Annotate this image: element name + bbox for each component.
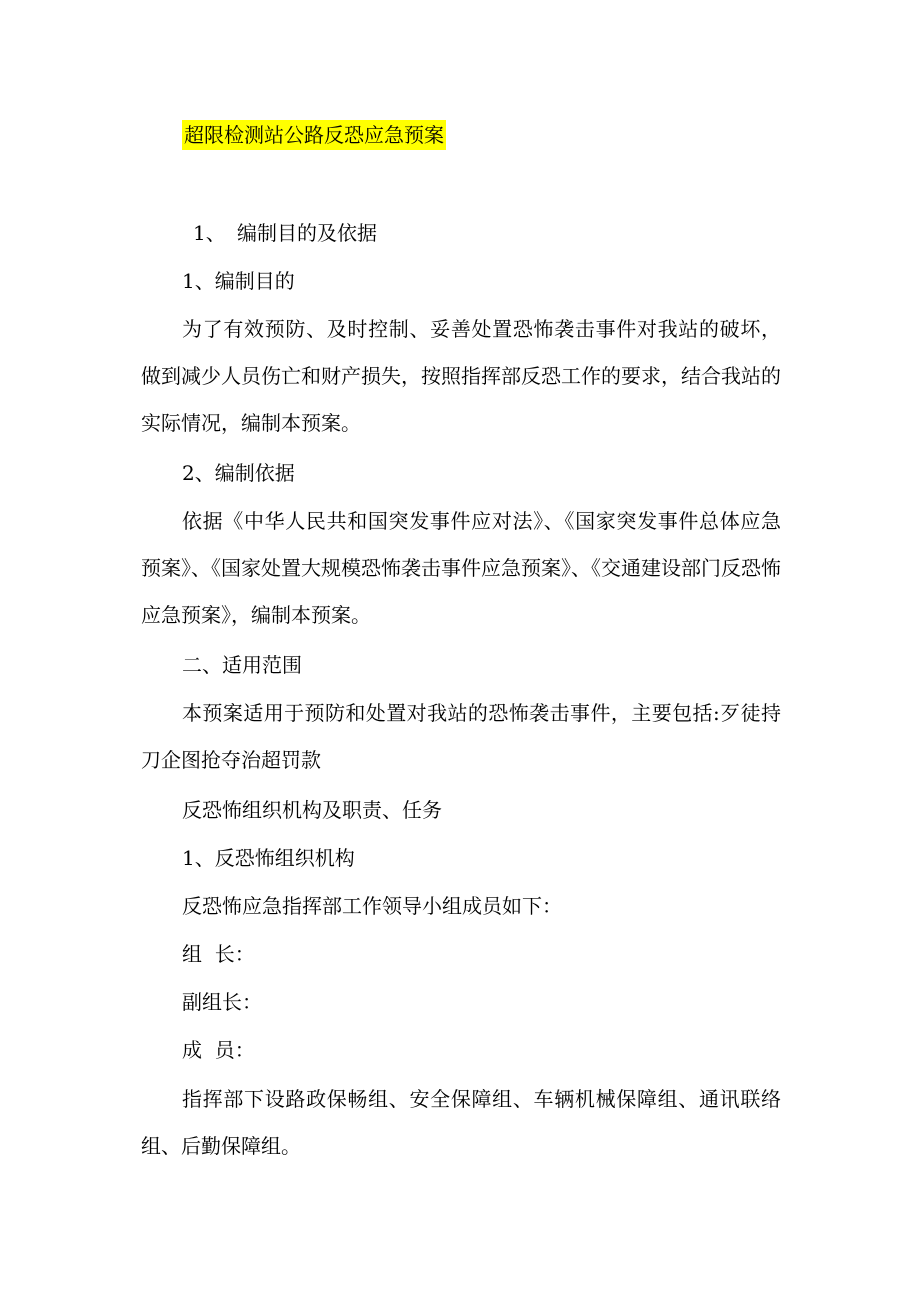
paragraph-purpose: 为了有效预防、及时控制、妥善处置恐怖袭击事件对我站的破坏，做到减少人员伤亡和财产损失，按照指挥部反恐工作的要求，结合我站的实际情况，编制本预案。 bbox=[141, 317, 781, 435]
section-heading-text: 编制目的及依据 bbox=[237, 221, 377, 245]
section-number: 1、 bbox=[193, 221, 226, 245]
section-heading-purpose-basis bbox=[193, 218, 377, 248]
section-heading-organization: 反恐怖组织机构及职责、任务 bbox=[182, 798, 442, 822]
subheading-purpose: 1、编制目的 bbox=[182, 269, 295, 293]
section-heading-scope: 二、适用范围 bbox=[182, 653, 302, 677]
label-deputy-leader: 副组长： bbox=[182, 990, 262, 1014]
paragraph-scope: 本预案适用于预防和处置对我站的恐怖袭击事件，主要包括:歹徒持刀企图抢夺治超罚款 bbox=[141, 701, 781, 772]
subheading-organization: 1、反恐怖组织机构 bbox=[182, 846, 355, 870]
label-members: 成 员： bbox=[182, 1038, 255, 1062]
paragraph-groups: 指挥部下设路政保畅组、安全保障组、车辆机械保障组、通讯联络组、后勤保障组。 bbox=[141, 1087, 781, 1158]
paragraph-leadership-intro: 反恐怖应急指挥部工作领导小组成员如下： bbox=[182, 894, 562, 918]
document-title: 超限检测站公路反恐应急预案 bbox=[182, 120, 446, 150]
paragraph-basis: 依据《中华人民共和国突发事件应对法》、《国家突发事件总体应急预案》、《国家处置大规模恐怖袭击事件应急预案》、《交通建设部门反恐怖应急预案》，编制本预案。 bbox=[141, 509, 781, 627]
subheading-basis: 2、编制依据 bbox=[182, 461, 295, 485]
label-group-leader: 组 长： bbox=[182, 942, 255, 966]
